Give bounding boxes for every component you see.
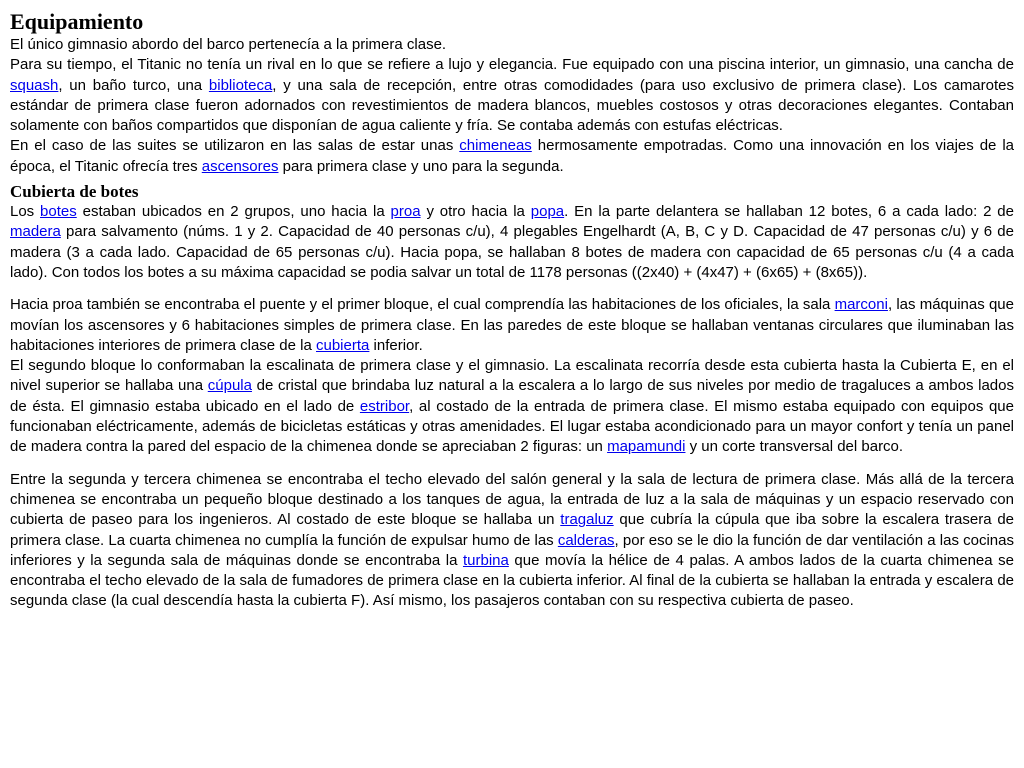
link-marconi[interactable]: marconi (834, 296, 888, 314)
text: Los (10, 203, 41, 221)
text: hermosamente empotradas. Como una innovación en los viajes de la época, el Titanic ofrecía tres (10, 137, 1014, 175)
section-title-equipamiento: Equipamiento (10, 9, 144, 34)
text: , y una sala de recepción, entre otras comodidades (para uso exclusivo de primera clase). Los camarotes estándar de primera clase fueron adornados con revestimientos de madera blancos, muebles costosos y otras decoraciones elegantes. Contaban solamente con baños compartidos que disponían de agua caliente y fría. Se contaba además con estufas eléctricas. (10, 76, 1014, 135)
link-popa[interactable]: popa (530, 203, 565, 221)
text: Entre la segunda y tercera chimenea se encontraba el techo elevado del salón general y la sala de lectura de primera clase. Más allá de la tercera chimenea se encontraba un pequeño bloque destinado a los tanques de agua, la entrada de luz a la sala de máquinas y un espacio reservado con cubierta de paseo para los ingenieros. Al costado de este bloque se hallaba un (10, 470, 1014, 529)
paragraph-chimeneas (10, 470, 1014, 612)
link-biblioteca[interactable]: biblioteca (208, 76, 273, 94)
link-estribor[interactable]: estribor (359, 397, 410, 415)
link-calderas[interactable]: calderas (557, 531, 615, 549)
link-ascensores[interactable]: ascensores (201, 157, 279, 175)
text: , las máquinas que movían los ascensores y 6 habitaciones simples de primera clase. En las paredes de este bloque se hallaban ventanas circulares que iluminaban las habitaciones interiores de primera clase de la (10, 296, 1014, 354)
link-cubierta[interactable]: cubierta (316, 336, 370, 354)
link-turbina[interactable]: turbina (462, 551, 509, 569)
paragraph-botes (10, 202, 1014, 283)
text: para salvamento (núms. 1 y 2. Capacidad de 40 personas c/u), 4 plegables Engelhardt (A, B, C y D. Capacidad de 47 personas c/u) y 6 de madera (3 a cada lado. Capacidad de 65 personas c/u). Hacia popa, se hallaban 8 botes de madera con capacidad de 65 personas c/u (4 a cada lado). Con todos los botes a su máxima capacidad se podia salvar un total de 1178 personas ((2x40) + (4x47) + (6x65) + (8x65)). (10, 223, 1014, 281)
text: para primera clase y uno para la segunda. (278, 157, 564, 175)
text: estaban ubicados en 2 grupos, uno hacia la (76, 203, 391, 221)
section-title-cubierta-de-botes: Cubierta de botes (10, 182, 139, 202)
text: . En la parte delantera se hallaban 12 botes, 6 a cada lado: 2 de (564, 203, 1014, 221)
paragraph-lujo (10, 55, 1014, 136)
link-proa[interactable]: proa (390, 203, 421, 221)
text: , por eso se le dio la función de dar ventilación a las cocinas inferiores y la segunda sala de máquinas donde se encontraba la (10, 531, 1014, 569)
text: de cristal que brindaba luz natural a la escalera a lo largo de sus niveles por medio de tragaluces a ambos lados de ésta. El gimnasio estaba ubicado en el lado de (10, 377, 1014, 415)
text: , un baño turco, una (58, 76, 209, 94)
paragraph-primer-bloque (10, 295, 1014, 356)
link-tragaluz[interactable]: tragaluz (560, 511, 614, 529)
link-cupula[interactable]: cúpula (207, 377, 252, 395)
text: En el caso de las suites se utilizaron en las salas de estar unas (10, 137, 460, 155)
paragraph-segundo-bloque (10, 356, 1014, 457)
link-mapamundi[interactable]: mapamundi (607, 438, 686, 456)
link-botes[interactable]: botes (40, 203, 77, 221)
text: Hacia proa también se encontraba el puente y el primer bloque, el cual comprendía las habitaciones de los oficiales, la sala (10, 296, 835, 314)
link-chimeneas[interactable]: chimeneas (459, 137, 532, 155)
link-madera[interactable]: madera (10, 223, 61, 241)
paragraph-gimnasio: El único gimnasio abordo del barco pertenecía a la primera clase. (10, 36, 447, 53)
text: Para su tiempo, el Titanic no tenía un rival en lo que se refiere a lujo y elegancia. Fue equipado con una piscina interior, un gimnasio, una cancha de (10, 56, 1014, 74)
text: que movía la hélice de 4 palas. A ambos lados de la cuarta chimenea se encontraba el techo elevado de la sala de fumadores de primera clase en la cubierta inferior. Al final de la cubierta se hallaban la entrada y escalera de segunda clase (la cual descendía hasta la cubierta F). Así mismo, los pasajeros contaban con su respectiva cubierta de paseo. (10, 551, 1014, 610)
text: El segundo bloque lo conformaban la escalinata de primera clase y el gimnasio. La escalinata recorría desde esta cubierta hasta la Cubierta E, en el nivel superior se hallaba una (10, 357, 1014, 395)
text: y otro hacia la (420, 203, 531, 221)
text: inferior. (369, 336, 423, 354)
text: , al costado de la entrada de primera clase. El mismo estaba equipado con equipos que funcionaban eléctricamente, además de bicicletas estáticas y otras amenidades. El lugar estaba acondicionado para un mayor confort y tenía un panel de madera contra la pared del espacio de la chimenea donde se apreciaban 2 figuras: un (10, 397, 1014, 456)
text: que cubría la cúpula que iba sobre la escalera trasera de primera clase. La cuarta chimenea no cumplía la función de expulsar humo de las (10, 511, 1014, 549)
link-squash[interactable]: squash (10, 76, 59, 94)
paragraph-suites (10, 136, 1014, 177)
text: y un corte transversal del barco. (685, 438, 904, 456)
